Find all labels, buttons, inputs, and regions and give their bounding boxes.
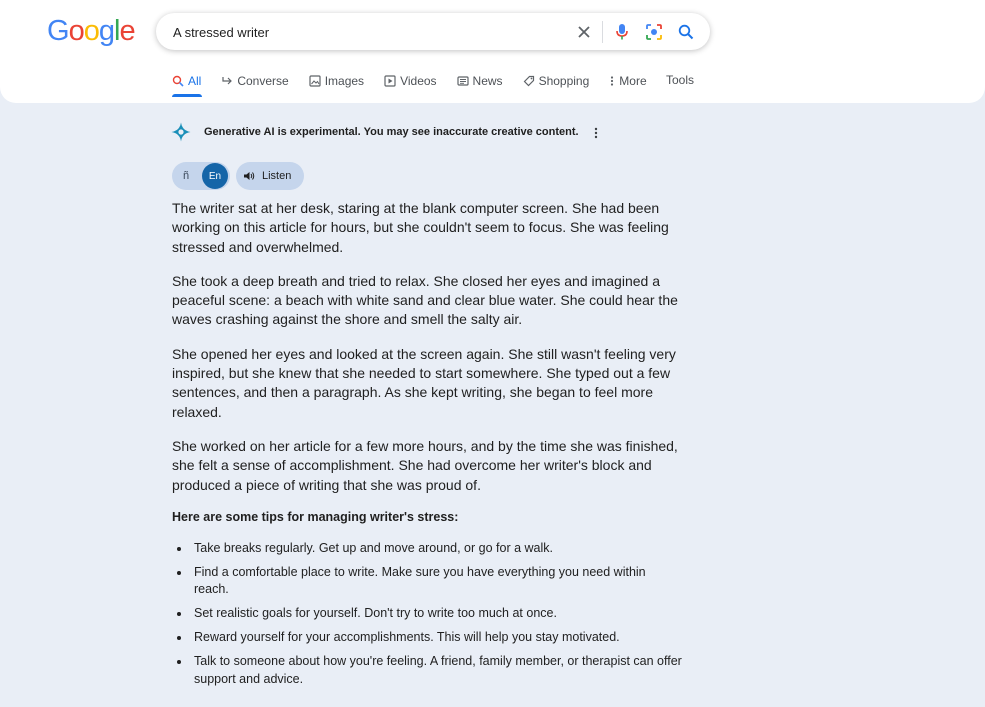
listen-button[interactable] <box>236 162 304 190</box>
tip-item: Take breaks regularly. Get up and move around, or go for a walk. <box>172 540 682 558</box>
more-vert-icon <box>594 127 598 139</box>
search-tabs <box>172 72 667 97</box>
speaker-icon <box>243 170 255 182</box>
tag-icon <box>523 75 535 87</box>
tab-label: Images <box>324 73 365 88</box>
tab-label: Shopping <box>538 73 590 88</box>
tips-heading: Here are some tips for managing writer's stress: <box>172 509 459 524</box>
listen-label: Listen <box>262 170 292 182</box>
story-paragraph: She worked on her article for a few more hours, and by the time she was finished, she felt a sense of accomplishment. She had overcome her writer's block and produced a piece of writing that she was proud of. <box>172 437 678 493</box>
story-paragraph: The writer sat at her desk, staring at the blank computer screen. She had been working on this article for hours, but she couldn't seem to focus. She was feeling stressed and overwhelmed. <box>172 200 669 255</box>
logo-letter: e <box>119 15 135 47</box>
tab-images[interactable] <box>309 72 364 89</box>
tab-label: Converse <box>237 73 289 88</box>
lens-icon[interactable] <box>644 22 664 42</box>
generated-content <box>172 199 682 695</box>
video-icon <box>384 75 396 87</box>
tips-list <box>172 540 682 689</box>
logo-letter: g <box>98 15 114 47</box>
sparkle-icon <box>171 122 191 142</box>
story-paragraph: She opened her eyes and looked at the screen again. She still wasn't feeling very inspired, but she knew that she needed to start somewhere. She typed out a few sentences, and then a paragraph. As she kept writing, she began to feel more relaxed. <box>172 345 676 420</box>
clear-icon[interactable] <box>574 22 594 42</box>
tip-item: Reward yourself for your accomplishments. This will help you stay motivated. <box>172 629 682 647</box>
tip-item: Talk to someone about how you're feeling. A friend, family member, or therapist can offer support and advice. <box>172 653 682 688</box>
tab-shopping[interactable] <box>523 72 590 89</box>
search-icon[interactable] <box>676 22 696 42</box>
search-divider <box>602 21 603 43</box>
logo-letter: l <box>113 15 120 47</box>
logo-letter: G <box>47 15 69 47</box>
tip-item: Find a comfortable place to write. Make sure you have everything you need within reach. <box>172 564 682 599</box>
image-icon <box>309 75 321 87</box>
ai-notice <box>171 122 579 142</box>
tab-all[interactable] <box>172 72 201 89</box>
alt-language-button[interactable]: ñ <box>182 170 190 182</box>
tab-videos[interactable] <box>384 72 436 89</box>
more-vert-icon <box>609 75 615 87</box>
story-paragraph: She took a deep breath and tried to relax. She closed her eyes and imagined a peaceful scene: a beach with white sand and clear blue water. She could hear the waves crashing against the shore and smell the salty air. <box>172 272 678 328</box>
microphone-icon[interactable] <box>612 22 632 42</box>
tab-news[interactable] <box>457 72 503 89</box>
logo-letter: o <box>83 15 99 47</box>
search-input[interactable] <box>173 22 553 42</box>
tab-label: Videos <box>400 73 437 88</box>
tools-button[interactable]: Tools <box>666 73 695 87</box>
tab-label: News <box>472 73 503 88</box>
header-bar <box>0 0 985 103</box>
tab-label: All <box>188 73 202 88</box>
tab-label: More <box>619 73 647 88</box>
options-menu-button[interactable] <box>594 126 598 144</box>
google-logo[interactable] <box>47 15 135 48</box>
logo-letter: o <box>68 15 84 47</box>
active-tab-indicator <box>172 94 202 97</box>
language-toggle <box>172 162 230 190</box>
arrow-icon <box>221 75 233 87</box>
ai-notice-text: Generative AI is experimental. You may see inaccurate creative content. <box>204 126 579 138</box>
news-icon <box>457 75 469 87</box>
search-icon <box>172 75 184 87</box>
search-box <box>156 13 710 50</box>
english-language-button[interactable]: En <box>202 163 228 189</box>
tab-converse[interactable] <box>221 72 288 89</box>
tip-item: Set realistic goals for yourself. Don't try to write too much at once. <box>172 605 682 623</box>
tab-more[interactable] <box>609 72 646 89</box>
